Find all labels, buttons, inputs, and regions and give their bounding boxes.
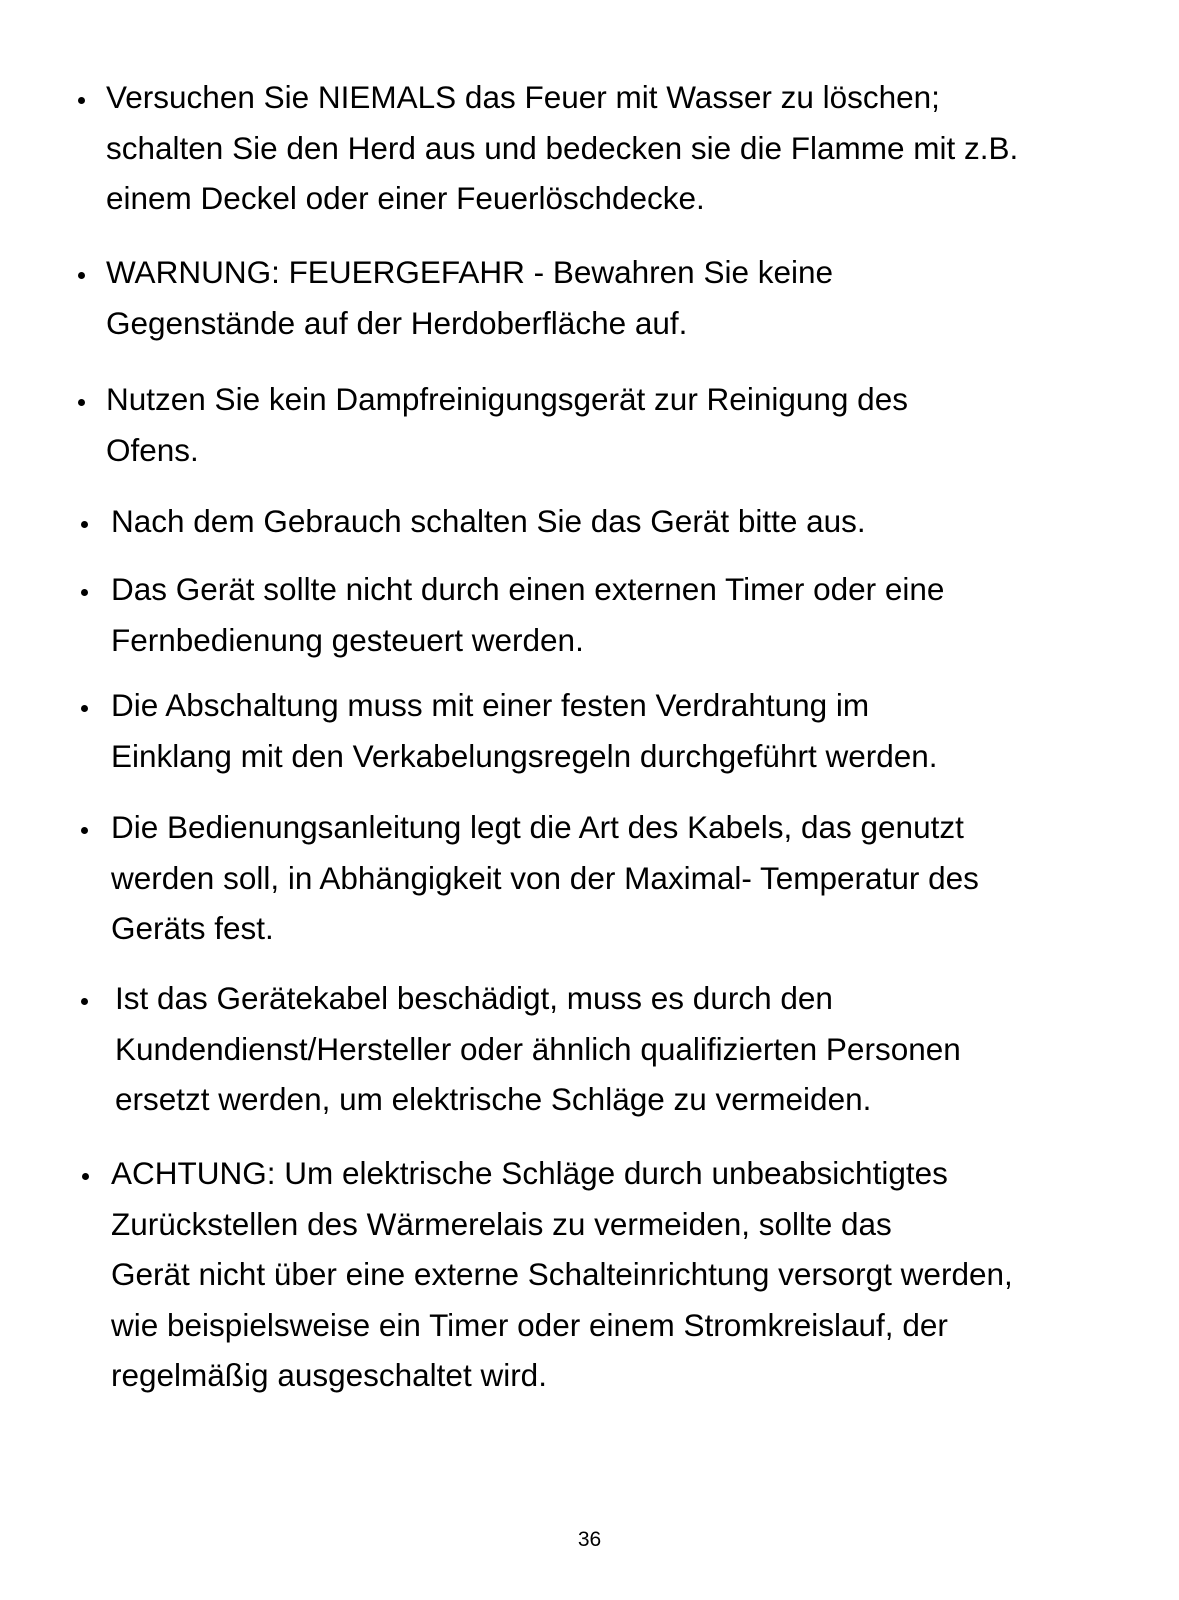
bullet-icon (78, 399, 85, 406)
bullet-icon (81, 589, 88, 596)
list-item-text: Das Gerät sollte nicht durch einen externen Timer oder eine Fernbedienung gesteuert werden. (111, 571, 945, 658)
bullet-icon (78, 97, 85, 104)
list-item-text: ACHTUNG: Um elektrische Schläge durch unbeabsichtigtes Zurückstellen des Wärmerelais zu vermeiden, sollte das Gerät nicht über eine externe Schalteinrichtung versorgt werden, wie beispielsweise ein Timer oder einem Stromkreislauf, der regelmäßig ausgeschaltet wird. (111, 1155, 1013, 1393)
bullet-icon (82, 1173, 89, 1180)
list-item-text: WARNUNG: FEUERGEFAHR - Bewahren Sie keine Gegenstände auf der Herdoberfläche auf. (106, 254, 834, 341)
bullet-icon (81, 827, 88, 834)
bullet-icon (81, 705, 88, 712)
bullet-icon (81, 998, 88, 1005)
page-number: 36 (577, 1528, 602, 1551)
list-item-text: Die Bedienungsanleitung legt die Art des Kabels, das genutzt werden soll, in Abhängigkeit von der Maximal- Temperatur des Geräts fest. (111, 809, 979, 946)
bullet-icon (78, 272, 85, 279)
bullet-icon (81, 521, 88, 528)
list-item-text: Nach dem Gebrauch schalten Sie das Gerät bitte aus. (111, 503, 866, 539)
list-item-text: Versuchen Sie NIEMALS das Feuer mit Wasser zu löschen; schalten Sie den Herd aus und bedecken sie die Flamme mit z.B. einem Deckel oder einer Feuerlöschdecke. (106, 79, 1019, 216)
list-item-text: Ist das Gerätekabel beschädigt, muss es durch den Kundendienst/Hersteller oder ähnlich qualifizierten Personen ersetzt werden, um elektrische Schläge zu vermeiden. (115, 980, 961, 1117)
list-item-text: Die Abschaltung muss mit einer festen Verdrahtung im Einklang mit den Verkabelungsregeln durchgeführt werden. (111, 687, 938, 774)
list-item-text: Nutzen Sie kein Dampfreinigungsgerät zur Reinigung des Ofens. (106, 381, 908, 468)
